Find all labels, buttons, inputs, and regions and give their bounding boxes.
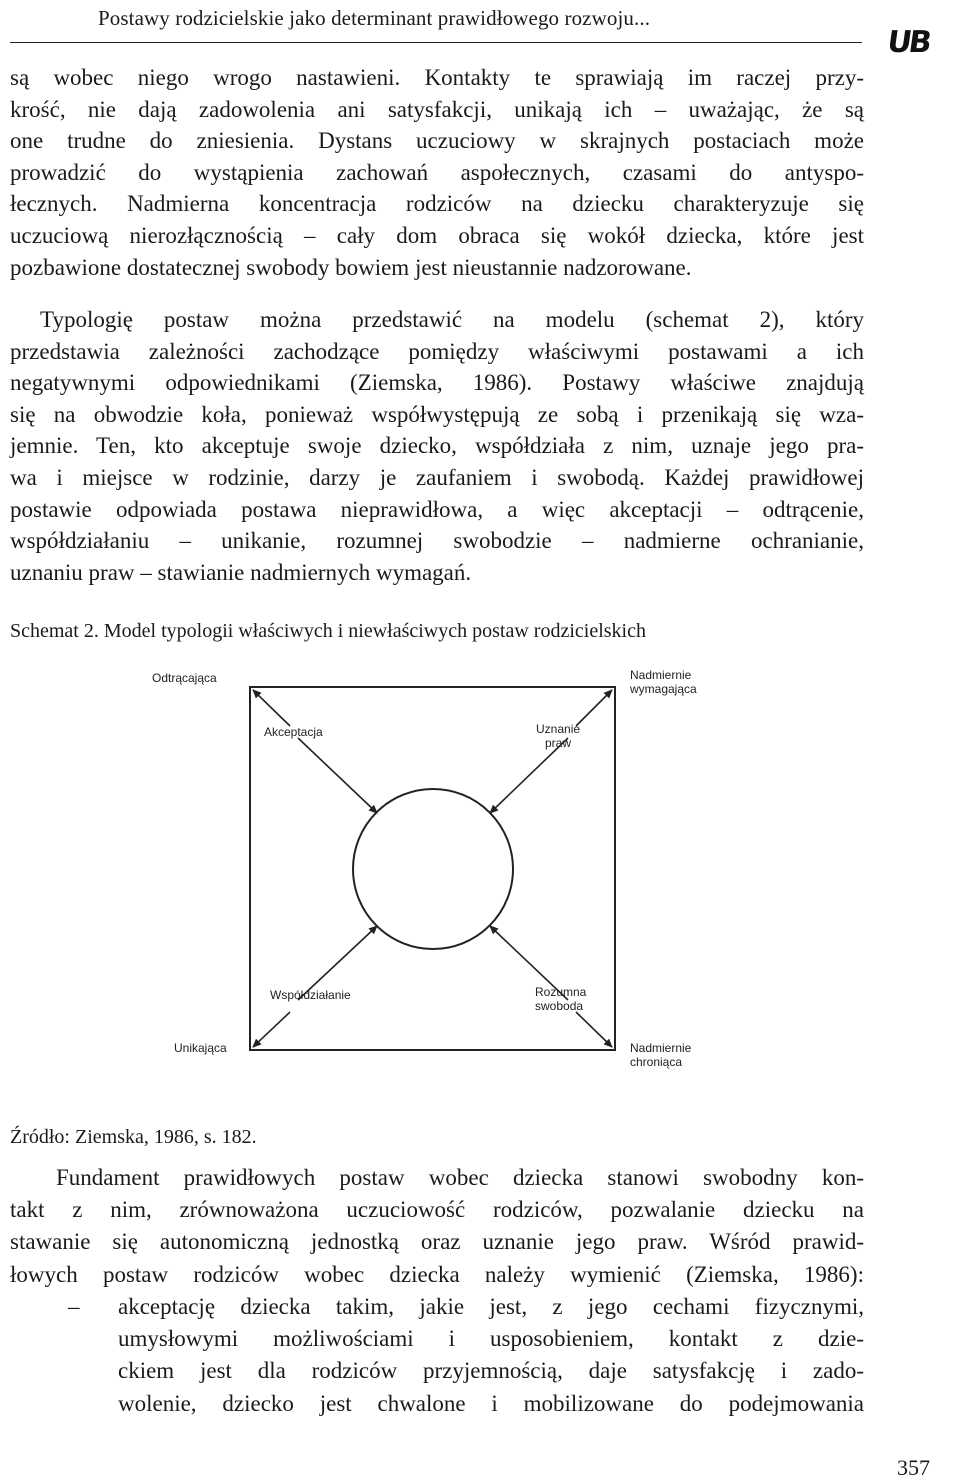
text-line: jemnie. Ten, kto akceptuje swoje dziecko, współdziała z nim, uznaje jego pra-	[10, 433, 864, 459]
text-line: pozbawione dostatecznej swobody bowiem jest nieustannie nadzorowane.	[10, 254, 692, 280]
label-rozumna-swoboda-2: swoboda	[535, 999, 584, 1013]
text-line: prowadzić do wystąpienia zachowań aspołecznych, czasami do antyspo-	[10, 159, 864, 185]
text-line: negatywnymi odpowiednikami (Ziemska, 1986). Postawy właściwe znajdują	[10, 370, 864, 396]
label-nadmiernie-chroniaca-2: chroniąca	[630, 1055, 683, 1069]
arrow-bottom-left-corner	[253, 1012, 290, 1047]
arrow-top-left-corner	[253, 690, 290, 726]
list-item-line: ckiem jest dla rodziców przyjemnością, daje satysfakcję i zado-	[118, 1358, 864, 1384]
text-line: Fundament prawidłowych postaw wobec dziecka stanowi swobodny kon-	[56, 1165, 864, 1190]
paragraph-3	[10, 1162, 864, 1291]
label-nadmiernie-wymagajaca-1: Nadmiernie	[630, 668, 692, 682]
list-item-line: umysłowymi możliwościami i usposobieniem, kontakt z dzie-	[118, 1326, 864, 1352]
figure-caption: Schemat 2. Model typologii właściwych i niewłaściwych postaw rodzicielskich	[10, 620, 646, 642]
label-odtracajaca: Odtrącająca	[152, 671, 217, 685]
text-line: przedstawia zależności zachodzące pomiędzy właściwymi postawami a ich	[10, 338, 864, 364]
text-line: krość, nie dają zadowolenia ani satysfakcji, unikają ich – uważając, że są	[10, 96, 864, 122]
text-line: uczuciową nierozłącznością – cały dom obraca się wokół dziecka, które jest	[10, 222, 864, 248]
text-line: Typologię postaw można przedstawić na modelu (schemat 2), który	[40, 307, 864, 332]
text-line: łowych postaw rodziców wobec dziecka należy wymienić (Ziemska, 1986):	[10, 1261, 864, 1287]
text-line: uznaniu praw – stawianie nadmiernych wymagań.	[10, 559, 472, 585]
text-line: są wobec niego wrogo nastawieni. Kontakty te sprawiają im raczej przy-	[10, 65, 864, 90]
paragraph-1	[10, 62, 864, 283]
bullet-list	[10, 1291, 864, 1420]
arrow-bottom-right-corner	[576, 1012, 612, 1047]
label-nadmiernie-wymagajaca-2: wymagająca	[630, 682, 697, 696]
text-line: postawie odpowiada postawa nieprawidłowa, a więc akceptacji – odtrącenie,	[10, 496, 864, 522]
label-unikajaca: Unikająca	[174, 1041, 227, 1055]
arrow-to-circle-top-left	[298, 738, 377, 813]
text-line: się na obwodzie koła, ponieważ współwystępują ze sobą i przenikają się wza-	[10, 401, 864, 427]
text-line: współdziałaniu – unikanie, rozumnej swobodzie – nadmierne ochranianie,	[10, 528, 864, 554]
label-uznanie-praw-1: Uznanie	[536, 722, 581, 736]
text-line: takt z nim, zrównoważona uczuciowość rodziców, pozwalanie dziecku na	[10, 1197, 864, 1223]
running-header	[10, 4, 862, 43]
text-line: one trudne do zniesienia. Dystans uczuciowy w skrajnych postaciach może	[10, 128, 864, 154]
paragraph-2	[10, 304, 864, 588]
list-item-line: wolenie, dziecko jest chwalone i mobilizowane do podejmowania	[118, 1390, 864, 1416]
typology-diagram	[140, 660, 740, 1080]
label-wspoldzialanie: Współdziałanie	[270, 988, 351, 1002]
label-uznanie-praw-2: praw	[545, 736, 572, 750]
list-dash: –	[68, 1294, 80, 1319]
text-line: stawanie się autonomiczną jednostką oraz uznanie jego praw. Wśród prawid-	[10, 1229, 864, 1255]
label-nadmiernie-chroniaca-1: Nadmiernie	[630, 1041, 692, 1055]
figure-source: Źródło: Ziemska, 1986, s. 182.	[10, 1126, 257, 1148]
text-line: wa i miejsce w rodzinie, darzy je zaufaniem i swobodą. Każdej prawidłowej	[10, 464, 864, 490]
label-akceptacja: Akceptacja	[264, 725, 323, 739]
publisher-logo: UB	[884, 25, 932, 60]
label-rozumna-swoboda-1: Rozumna	[535, 985, 587, 999]
running-title: Postawy rodzicielskie jako determinant prawidłowego rozwoju...	[98, 6, 651, 30]
text-line: łecznych. Nadmierna koncentracja rodziców na dziecku charakteryzuje się	[10, 191, 864, 217]
list-item-line: akceptację dziecka takim, jakie jest, z jego cechami fizycznymi,	[118, 1294, 864, 1319]
page-number: 357	[897, 1455, 930, 1480]
arrow-top-right-corner	[576, 690, 612, 726]
